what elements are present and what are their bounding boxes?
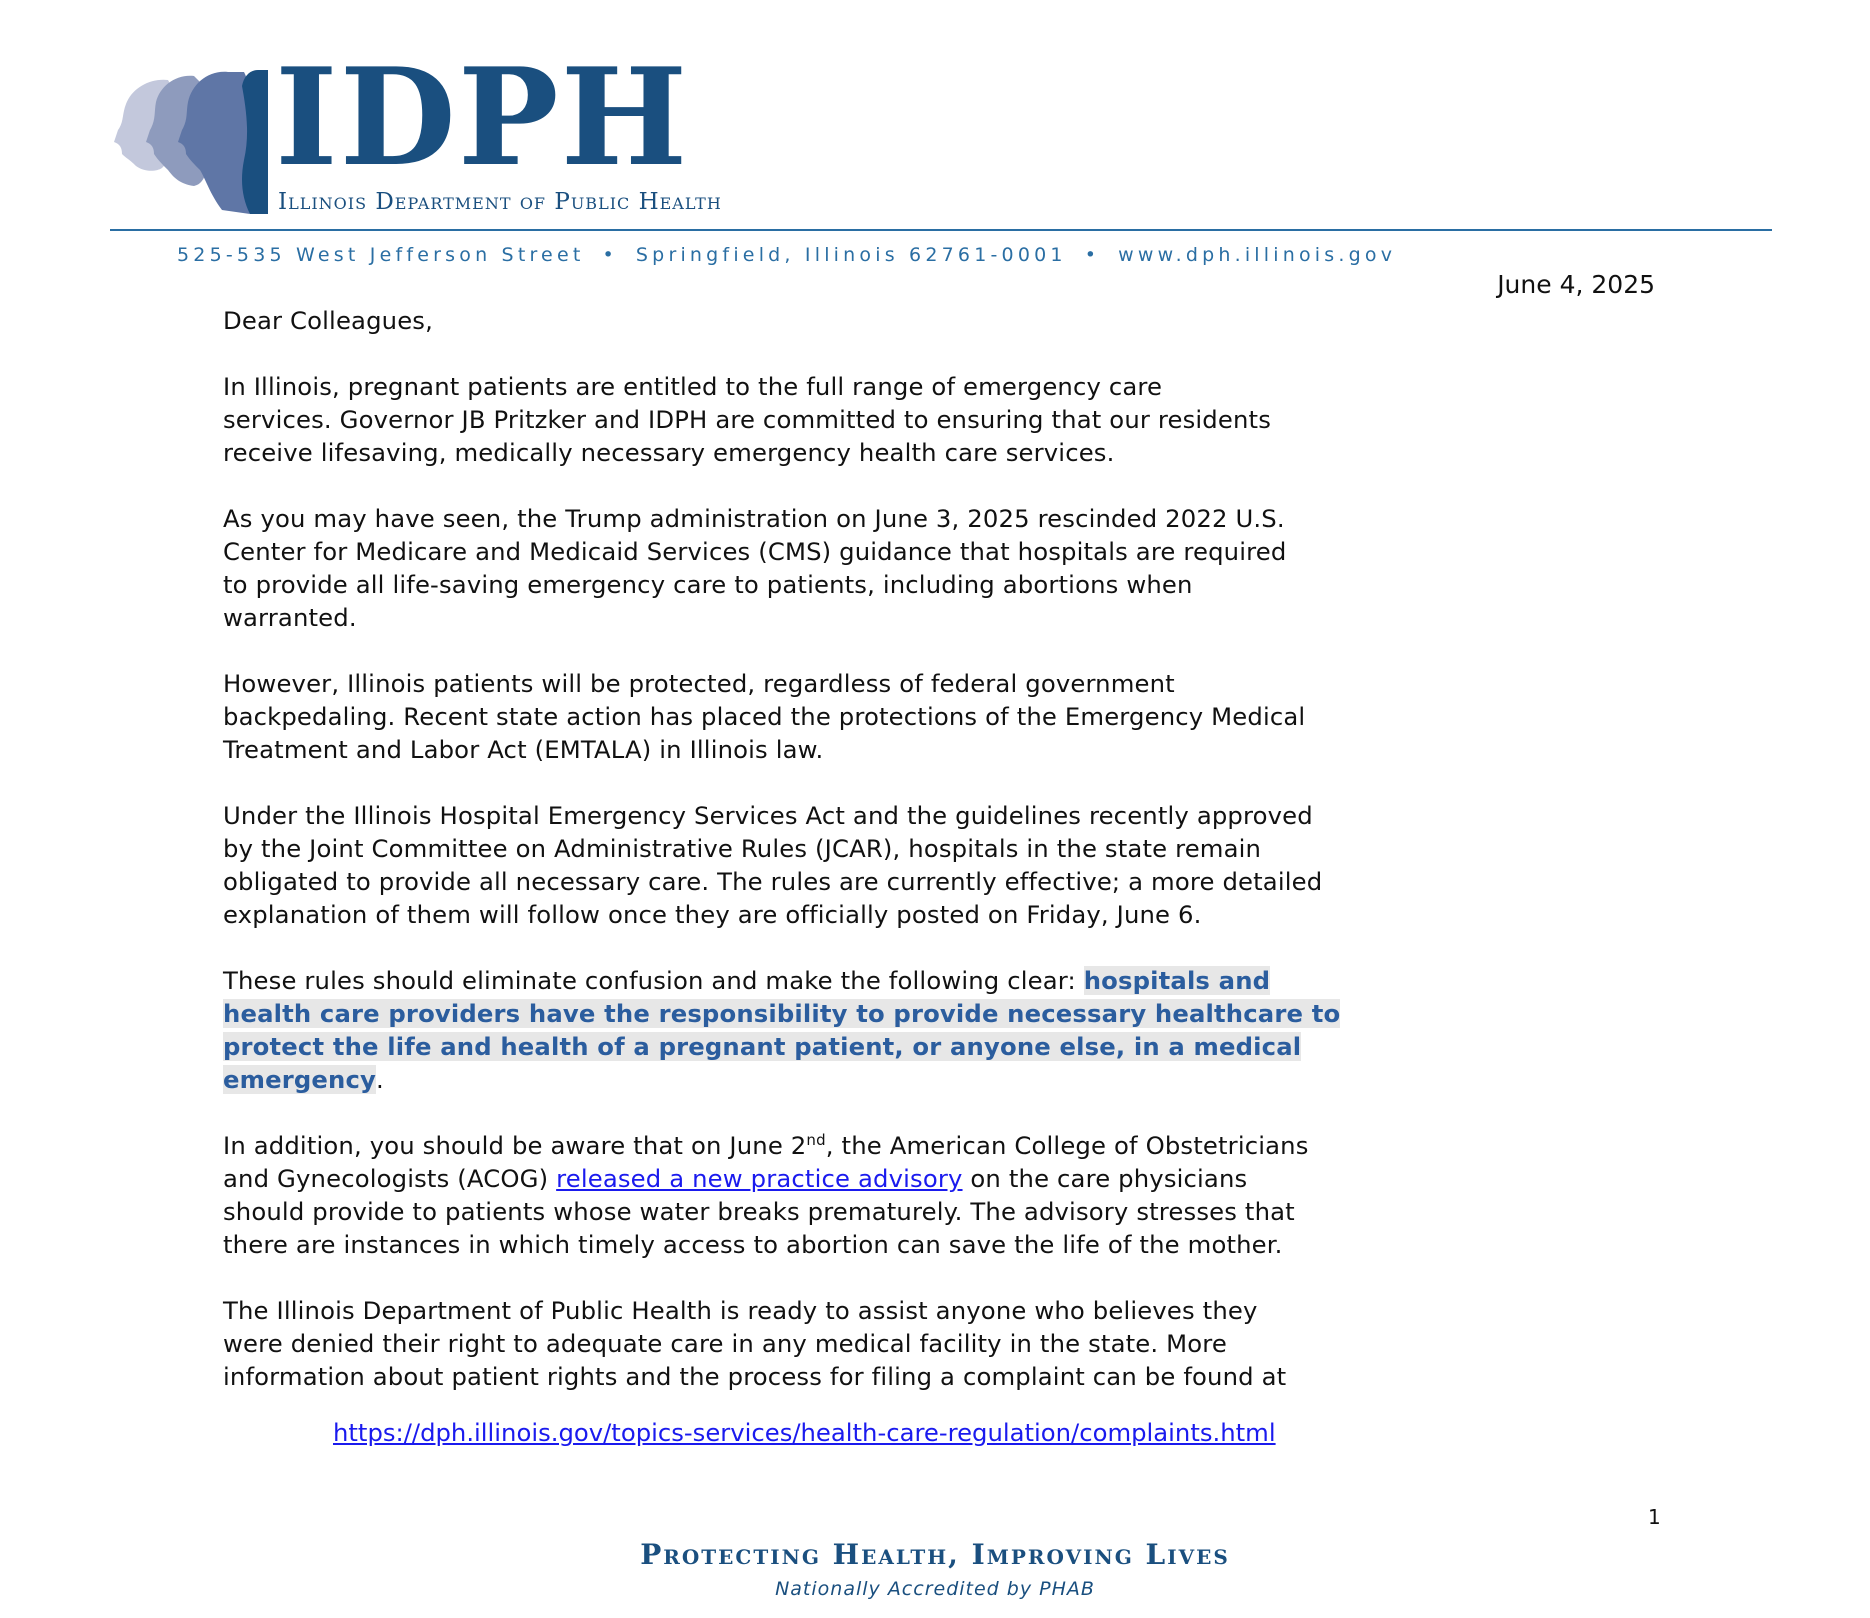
text-line	[223, 1129, 1673, 1162]
emphasized-text: protect the life and health of a pregnant patient, or anyone else, in a medical	[223, 1032, 1302, 1061]
text-segment: and Gynecologists (ACOG)	[223, 1164, 557, 1193]
text-line: In Illinois, pregnant patients are entitled to the full range of emergency care	[223, 372, 1163, 401]
text-line: were denied their right to adequate care in any medical facility in the state. More	[223, 1329, 1227, 1358]
text-line: information about patient rights and the process for filing a complaint can be found at	[223, 1362, 1287, 1391]
text-line: Center for Medicare and Medicaid Services (CMS) guidance that hospitals are required	[223, 537, 1287, 566]
text-line: The Illinois Department of Public Health is ready to assist anyone who believes they	[223, 1296, 1258, 1325]
salutation: Dear Colleagues,	[223, 306, 433, 335]
trailing-period: .	[376, 1065, 384, 1094]
complaints-link[interactable]: https://dph.illinois.gov/topics-services/health-care-regulation/complaints.html	[333, 1418, 1276, 1447]
idph-wordmark: IDPH	[275, 38, 690, 196]
department-name: Illinois Department of Public Health	[278, 189, 722, 215]
text-line: As you may have seen, the Trump administration on June 3, 2025 rescinded 2022 U.S.	[223, 504, 1285, 533]
text-segment: In addition, you should be aware that on June 2	[223, 1131, 807, 1160]
text-line: to provide all life-saving emergency care to patients, including abortions when	[223, 570, 1193, 599]
text-line: backpedaling. Recent state action has placed the protections of the Emergency Medical	[223, 702, 1306, 731]
emphasized-text: emergency	[223, 1065, 377, 1094]
paragraph-complaints	[223, 1294, 1673, 1393]
accreditation-note: Nationally Accredited by PHAB	[775, 1578, 1095, 1600]
paragraph-cms-guidance	[223, 502, 1673, 634]
text-line	[223, 1030, 1673, 1063]
text-line: obligated to provide all necessary care. The rules are currently effective; a more detailed	[223, 867, 1323, 896]
text-line	[223, 997, 1673, 1030]
website: www.dph.illinois.gov	[1118, 244, 1397, 266]
letter-date: June 4, 2025	[1497, 270, 1655, 299]
text-line: by the Joint Committee on Administrative Rules (JCAR), hospitals in the state remain	[223, 834, 1262, 863]
text-line: explanation of them will follow once they are officially posted on Friday, June 6.	[223, 900, 1202, 929]
text-line: However, Illinois patients will be protected, regardless of federal government	[223, 669, 1175, 698]
emphasized-text: health care providers have the responsibility to provide necessary healthcare to	[223, 999, 1341, 1028]
address-line	[177, 244, 1396, 266]
ordinal-suffix: nd	[806, 1130, 826, 1149]
text-line	[223, 1162, 1673, 1195]
text-segment: on the care physicians	[962, 1164, 1248, 1193]
header-divider	[110, 229, 1772, 231]
address-separator: •	[602, 244, 618, 266]
paragraph-jcar-rules	[223, 799, 1673, 931]
text-line	[223, 1063, 1673, 1096]
letter-body	[223, 304, 1673, 1426]
paragraph-emergency-care	[223, 370, 1673, 469]
paragraph-acog-advisory	[223, 1129, 1673, 1261]
text-line	[223, 964, 1673, 997]
complaints-url-line	[333, 1418, 1276, 1447]
paragraph-emtala	[223, 667, 1673, 766]
paragraph-responsibility	[223, 964, 1673, 1096]
illinois-faces-logo-icon	[110, 68, 270, 218]
text-line: receive lifesaving, medically necessary emergency health care services.	[223, 438, 1115, 467]
address-separator: •	[1084, 244, 1101, 266]
lead-text: These rules should eliminate confusion and make the following clear:	[223, 966, 1084, 995]
text-segment: , the American College of Obstetricians	[825, 1131, 1309, 1160]
text-line: Under the Illinois Hospital Emergency Services Act and the guidelines recently approved	[223, 801, 1313, 830]
text-line: services. Governor JB Pritzker and IDPH are committed to ensuring that our residents	[223, 405, 1272, 434]
page-number: 1	[1648, 1505, 1661, 1529]
text-line: there are instances in which timely access to abortion can save the life of the mother.	[223, 1230, 1283, 1259]
emphasized-text: hospitals and	[1083, 966, 1271, 995]
acog-advisory-link[interactable]: released a new practice advisory	[556, 1164, 963, 1193]
text-line: Treatment and Labor Act (EMTALA) in Illinois law.	[223, 735, 824, 764]
footer-tagline: Protecting Health, Improving Lives	[640, 1538, 1230, 1571]
text-line: warranted.	[223, 603, 357, 632]
text-line: should provide to patients whose water breaks prematurely. The advisory stresses that	[223, 1197, 1295, 1226]
street-address: 525-535 West Jefferson Street	[177, 244, 585, 266]
letterhead	[110, 38, 1780, 278]
city-address: Springfield, Illinois 62761-0001	[635, 244, 1067, 266]
